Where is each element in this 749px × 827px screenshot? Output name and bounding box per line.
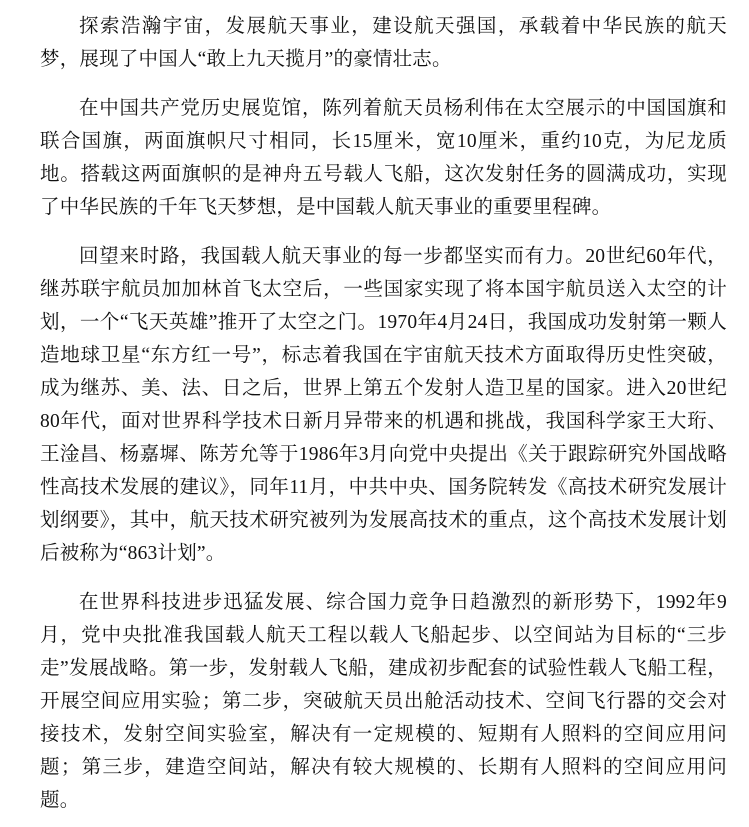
paragraph-3: 回望来时路，我国载人航天事业的每一步都坚实而有力。20世纪60年代，继苏联宇航员加加林首飞太空后，一些国家实现了将本国宇航员送入太空的计划，一个“飞天英雄”推开了太空之门。1970年4月24日，我国成功发射第一颗人造地球卫星“东方红一号”，标志着我国在宇宙航天技术方面取得历史性突破，成为继苏、美、法、日之后，世界上第五个发射人造卫星的国家。进入20世纪80年代，面对世界科学技术日新月异带来的机遇和挑战，我国科学家王大珩、王淦昌、杨嘉墀、陈芳允等于1986年3月向党中央提出《关于跟踪研究外国战略性高技术发展的建议》，同年11月，中共中央、国务院转发《高技术研究发展计划纲要》，其中，航天技术研究被列为发展高技术的重点，这个高技术发展计划后被称为“863计划”。 <box>40 246 727 564</box>
paragraph-4: 在世界科技进步迅猛发展、综合国力竞争日趋激烈的新形势下，1992年9月，党中央批准我国载人航天工程以载人飞船起步、以空间站为目标的“三步走”发展战略。第一步，发射载人飞船，建成初步配套的试验性载人飞船工程，开展空间应用实验；第二步，突破航天员出舱活动技术、空间飞行器的交会对接技术，发射空间实验室，解决有一定规模的、短期有人照料的空间应用问题；第三步，建造空间站，解决有较大规模的、长期有人照料的空间应用问题。 <box>40 592 727 811</box>
paragraph-2: 在中国共产党历史展览馆，陈列着航天员杨利伟在太空展示的中国国旗和联合国旗，两面旗帜尺寸相同，长15厘米，宽10厘米，重约10克，为尼龙质地。搭载这两面旗帜的是神舟五号载人飞船，这次发射任务的圆满成功，实现了中华民族的千年飞天梦想，是中国载人航天事业的重要里程碑。 <box>40 98 727 218</box>
paragraph-1: 探索浩瀚宇宙，发展航天事业，建设航天强国，承载着中华民族的航天梦，展现了中国人“敢上九天揽月”的豪情壮志。 <box>40 16 727 70</box>
